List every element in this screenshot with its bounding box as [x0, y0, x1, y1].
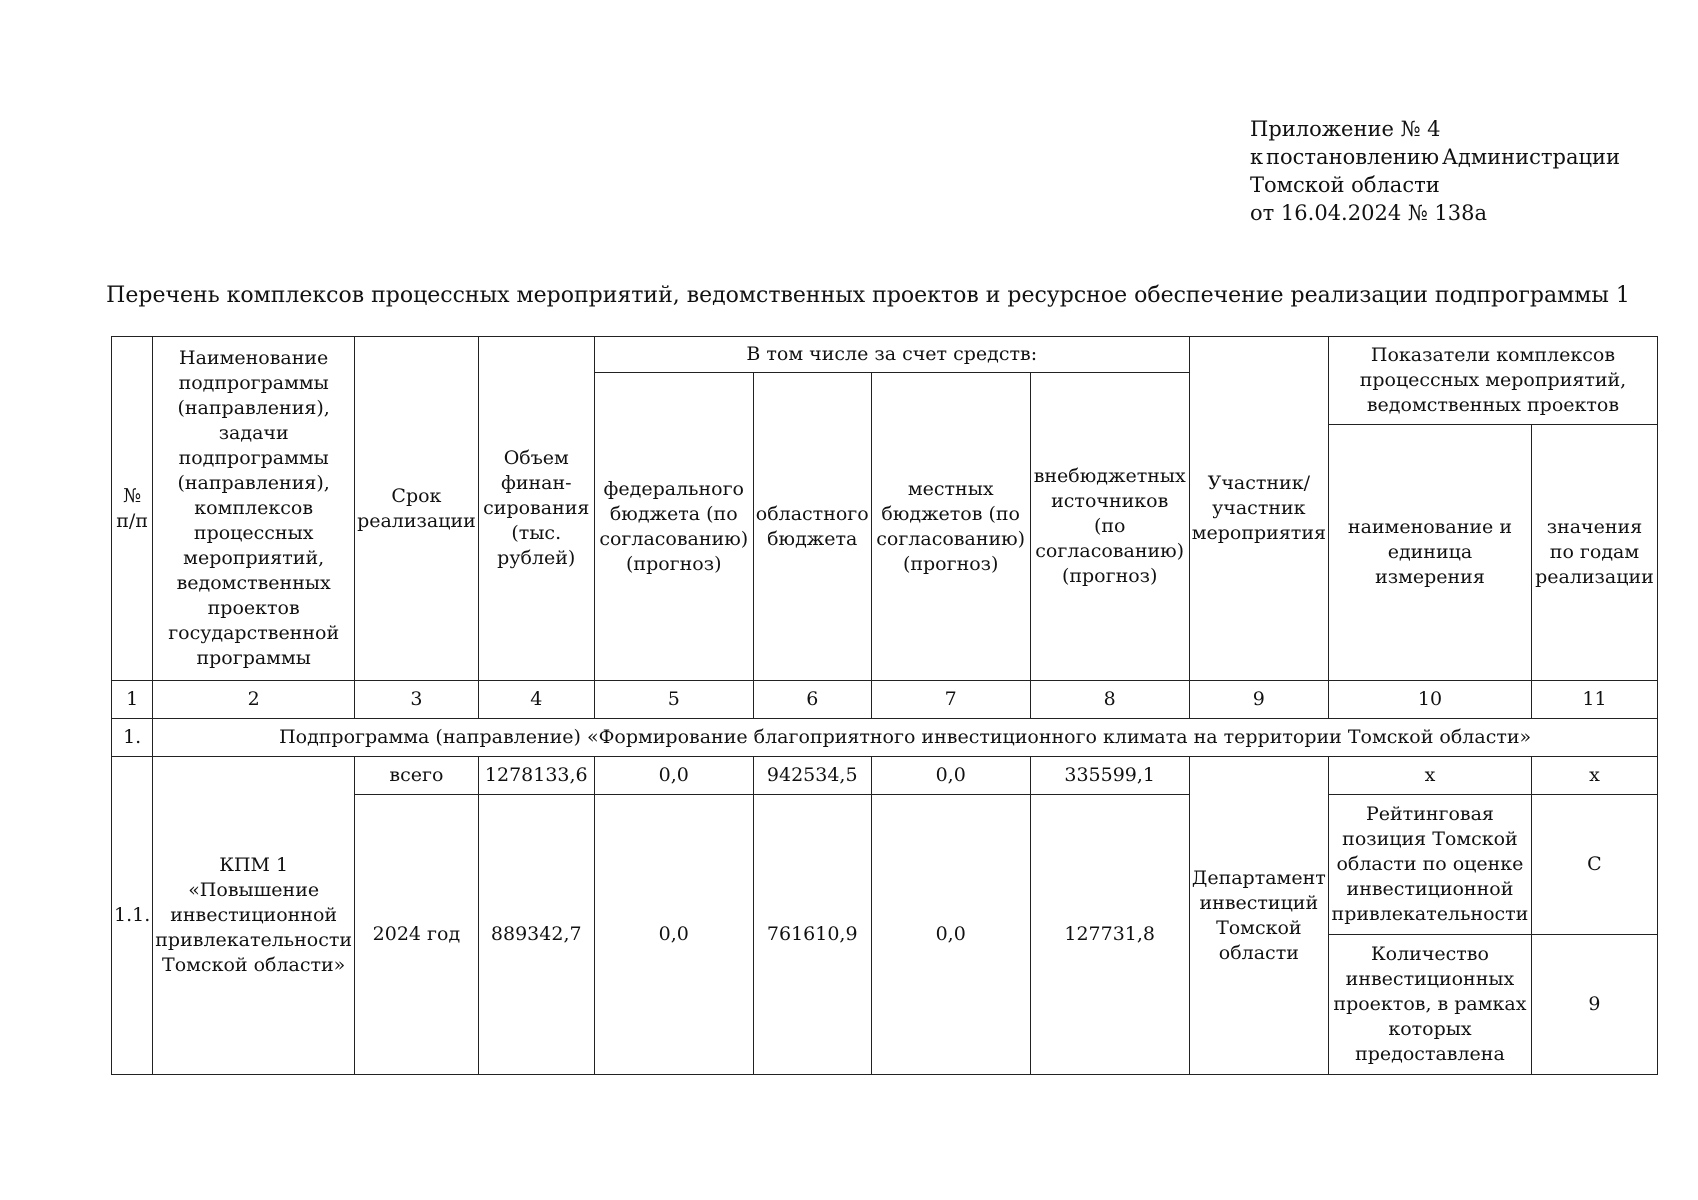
header-num: № п/п [112, 337, 153, 681]
year-term: 2024 год [355, 795, 479, 1075]
column-number: 4 [478, 681, 594, 719]
header-federal: федерального бюджета (по согласованию) (прогноз) [594, 373, 753, 681]
appendix-decree-line [1250, 143, 1620, 171]
program-table [111, 336, 1658, 1075]
total-volume: 1278133,6 [478, 757, 594, 795]
appendix-date: от 16.04.2024 № 138а [1250, 201, 1487, 225]
subprogram-num: 1. [112, 719, 153, 757]
total-offbudget: 335599,1 [1030, 757, 1189, 795]
header-term: Срок реализации [355, 337, 479, 681]
header-local: местных бюджетов (по согласованию) (прогноз) [871, 373, 1030, 681]
year-federal: 0,0 [594, 795, 753, 1075]
indicator-name: Рейтинговая позиция Томской области по оценке инвестиционной привлекательности [1328, 795, 1531, 935]
column-number: 3 [355, 681, 479, 719]
year-offbudget: 127731,8 [1030, 795, 1189, 1075]
appendix-word: Администрации [1441, 145, 1620, 169]
header-participant: Участник/ участник мероприятия [1189, 337, 1328, 681]
subprogram-row [112, 719, 1658, 757]
total-federal: 0,0 [594, 757, 753, 795]
header-indicator-name: наименование и единица измерения [1328, 425, 1531, 681]
indicator-value: 9 [1531, 935, 1657, 1075]
kpm-participant: Департамент инвестиций Томской области [1189, 757, 1328, 1075]
column-numbers-row [112, 681, 1658, 719]
header-name: Наименование подпрограммы (направления), задачи подпрограммы (направления), комплексов процессных мероприятий, ведомственных проектов государственной программы [153, 337, 355, 681]
column-number: 8 [1030, 681, 1189, 719]
column-number: 9 [1189, 681, 1328, 719]
header-volume: Объем финан-сирования (тыс. рублей) [478, 337, 594, 681]
document-title: Перечень комплексов процессных мероприятий, ведомственных проектов и ресурсное обеспечение реализации подпрограммы 1 [106, 283, 1630, 308]
column-number: 1 [112, 681, 153, 719]
column-number: 5 [594, 681, 753, 719]
indicator-value: С [1531, 795, 1657, 935]
indicator-name: Количество инвестиционных проектов, в рамках которых предоставлена [1328, 935, 1531, 1075]
header-indicators: Показатели комплексов процессных мероприятий, ведомственных проектов [1328, 337, 1657, 425]
subprogram-title: Подпрограмма (направление) «Формирование благоприятного инвестиционного климата на территории Томской области» [153, 719, 1658, 757]
kpm-name: КПМ 1 «Повышение инвестиционной привлекательности Томской области» [153, 757, 355, 1075]
total-local: 0,0 [871, 757, 1030, 795]
year-volume: 889342,7 [478, 795, 594, 1075]
column-number: 10 [1328, 681, 1531, 719]
appendix-number: Приложение № 4 [1250, 117, 1441, 141]
appendix-word: постановлению [1266, 145, 1440, 169]
header-including: В том числе за счет средств: [594, 337, 1189, 373]
column-number: 7 [871, 681, 1030, 719]
kpm-total-row [112, 757, 1658, 795]
column-number: 6 [753, 681, 871, 719]
total-term: всего [355, 757, 479, 795]
kpm-num: 1.1. [112, 757, 153, 1075]
header-regional: областного бюджета [753, 373, 871, 681]
header-offbudget: внебюджетных источников (по согласованию) (прогноз) [1030, 373, 1189, 681]
total-indicator-value: х [1531, 757, 1657, 795]
total-regional: 942534,5 [753, 757, 871, 795]
year-local: 0,0 [871, 795, 1030, 1075]
appendix-block [1250, 115, 1620, 227]
appendix-region: Томской области [1250, 173, 1440, 197]
header-indicator-values: значения по годам реализации [1531, 425, 1657, 681]
appendix-word: к [1250, 145, 1264, 169]
total-indicator-name: х [1328, 757, 1531, 795]
column-number: 2 [153, 681, 355, 719]
column-number: 11 [1531, 681, 1657, 719]
year-regional: 761610,9 [753, 795, 871, 1075]
